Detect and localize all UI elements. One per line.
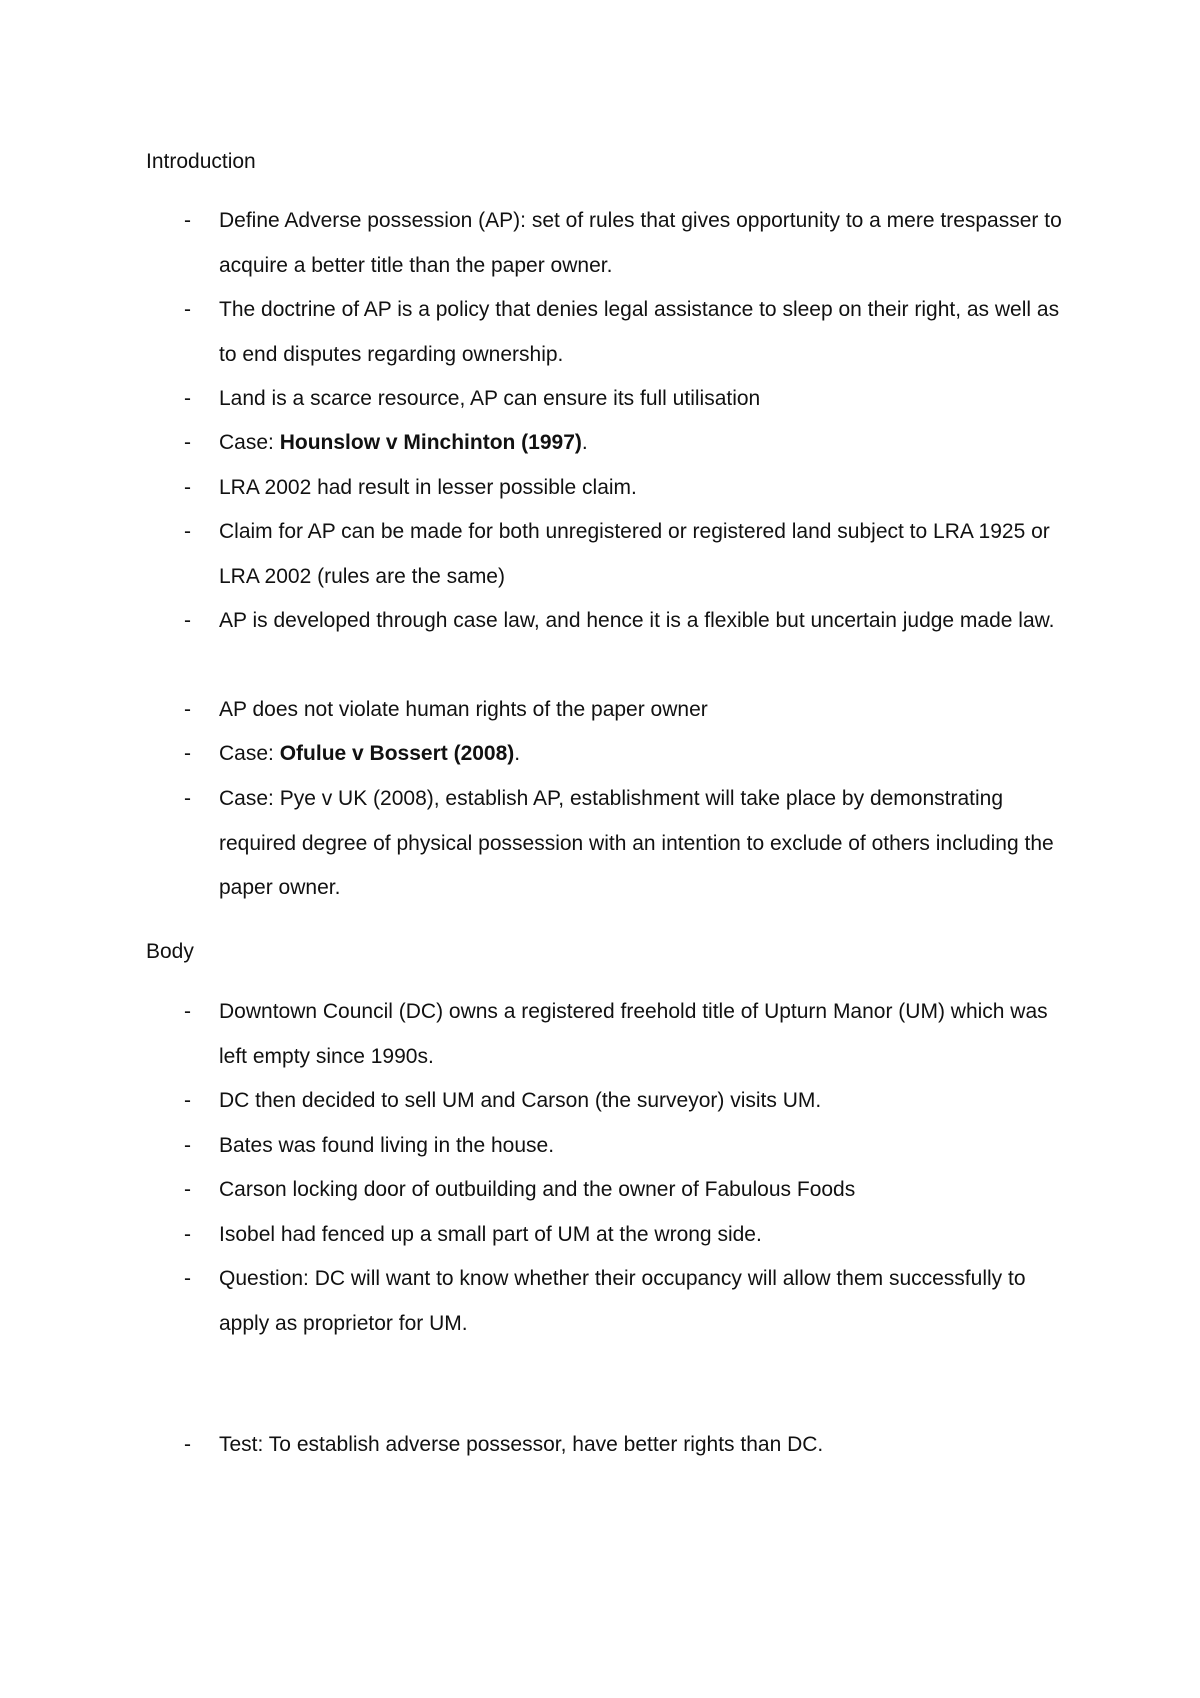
bullet-dash: - [184,698,191,721]
body-item-4 [146,1168,1076,1213]
bullet-dash: - [184,787,191,810]
intro-item-text: The doctrine of AP is a policy that denies legal assistance to sleep on their right, as well as to end disputes regarding ownership. [219,298,1060,366]
intro-item-text: Land is a scarce resource, AP can ensure its full utilisation [219,387,761,410]
body-item-text: Bates was found living in the house. [219,1134,555,1157]
case-suffix: . [514,742,521,765]
intro-item-9 [146,732,1076,777]
bullet-dash: - [184,387,191,410]
intro-item-text [219,421,1069,466]
bullet-dash: - [184,520,191,543]
bullet-dash: - [184,1433,191,1456]
case-name: Ofulue v Bossert (2008) [279,742,515,765]
bullet-dash: - [184,431,191,454]
bullet-dash: - [184,1000,191,1023]
intro-heading: Introduction [146,150,256,173]
body-item-6 [146,1257,1076,1346]
bullet-dash: - [184,609,191,632]
bullet-dash: - [184,1223,191,1246]
intro-item-5 [146,466,1076,511]
intro-item-10 [146,777,1076,911]
body-item-text: DC then decided to sell UM and Carson (the surveyor) visits UM. [219,1089,822,1112]
body-item-5 [146,1213,1076,1258]
case-suffix: . [581,431,588,454]
body-item-2 [146,1079,1076,1124]
case-prefix: Case: [219,431,280,454]
intro-item-text: AP does not violate human rights of the paper owner [219,698,708,721]
case-name: Hounslow v Minchinton (1997) [279,431,582,454]
body-item-7 [146,1423,1076,1468]
body-item-1 [146,990,1076,1079]
intro-item-text: Claim for AP can be made for both unregistered or registered land subject to LRA 1925 or LRA 2002 (rules are the same) [219,520,1050,588]
bullet-dash: - [184,209,191,232]
intro-item-text: AP is developed through case law, and hence it is a flexible but uncertain judge made law. [219,609,1055,632]
body-heading: Body [146,940,194,963]
intro-item-text [219,732,1069,777]
intro-item-3 [146,377,1076,422]
bullet-dash: - [184,1178,191,1201]
intro-item-text: Case: Pye v UK (2008), establish AP, establishment will take place by demonstrating required degree of physical possession with an intention to exclude of others including the paper owner. [219,787,1054,899]
bullet-dash: - [184,742,191,765]
bullet-dash: - [184,298,191,321]
bullet-dash: - [184,1089,191,1112]
body-item-text: Downtown Council (DC) owns a registered freehold title of Upturn Manor (UM) which was left empty since 1990s. [219,1000,1048,1068]
case-prefix: Case: [219,742,280,765]
intro-item-8 [146,688,1076,733]
bullet-dash: - [184,1267,191,1290]
intro-item-text: LRA 2002 had result in lesser possible claim. [219,476,637,499]
bullet-dash: - [184,1134,191,1157]
intro-item-1 [146,199,1076,288]
bullet-dash: - [184,476,191,499]
body-item-text: Isobel had fenced up a small part of UM at the wrong side. [219,1223,762,1246]
intro-item-7 [146,599,1076,644]
body-item-text: Carson locking door of outbuilding and the owner of Fabulous Foods [219,1178,856,1201]
body-item-text: Test: To establish adverse possessor, have better rights than DC. [219,1433,824,1456]
body-item-3 [146,1124,1076,1169]
body-item-text: Question: DC will want to know whether their occupancy will allow them successfully to apply as proprietor for UM. [219,1267,1026,1335]
intro-item-2 [146,288,1076,377]
intro-item-text: Define Adverse possession (AP): set of rules that gives opportunity to a mere trespasser to acquire a better title than the paper owner. [219,209,1062,277]
intro-item-4 [146,421,1076,466]
intro-item-6 [146,510,1076,599]
